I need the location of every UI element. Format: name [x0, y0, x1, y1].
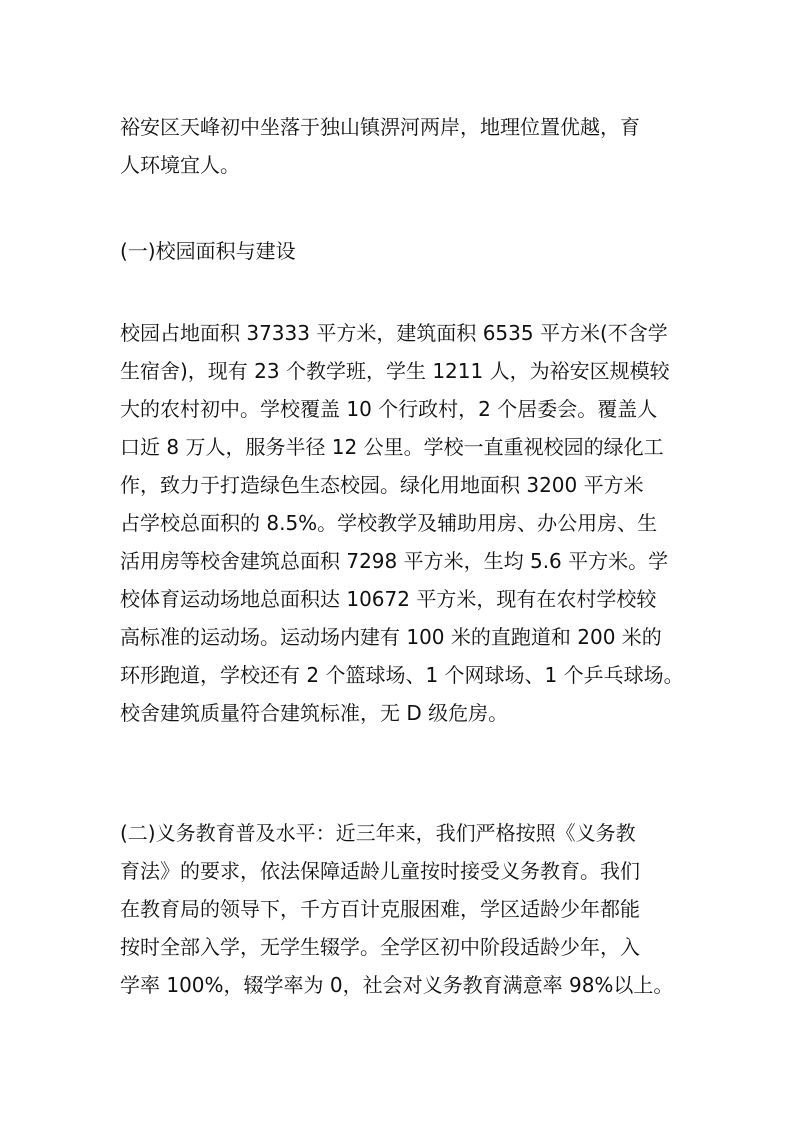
text-line: 作，致力于打造绿色生态校园。绿化用地面积 3200 平方米 — [120, 473, 644, 497]
education-paragraph — [120, 814, 700, 1004]
text-line: 裕安区天峰初中坐落于独山镇淠河两岸，地理位置优越，育 — [120, 115, 640, 139]
text-line: (一)校园面积与建设 — [120, 239, 296, 263]
text-line: 人环境宜人。 — [120, 153, 240, 177]
section-heading-campus — [120, 232, 700, 270]
text-line: 大的农村初中。学校覆盖 10 个行政村，2 个居委会。覆盖人 — [120, 397, 658, 421]
intro-paragraph — [120, 108, 700, 184]
text-line: 高标准的运动场。运动场内建有 100 米的直跑道和 200 米的 — [120, 625, 662, 649]
text-line: 学率 100%，辍学率为 0，社会对义务教育满意率 98%以上。 — [120, 973, 674, 997]
text-line: 占学校总面积的 8.5%。学校教学及辅助用房、办公用房、生 — [120, 511, 658, 535]
text-line: 按时全部入学，无学生辍学。全学区初中阶段适龄少年，入 — [120, 935, 640, 959]
text-line: 生宿舍)，现有 23 个教学班，学生 1211 人，为裕安区规模较 — [120, 359, 670, 383]
text-line: 在教育局的领导下，千方百计克服困难，学区适龄少年都能 — [120, 897, 640, 921]
text-line: 育法》的要求，依法保障适龄儿童按时接受义务教育。我们 — [120, 859, 640, 883]
campus-paragraph — [120, 314, 700, 732]
text-line: 环形跑道，学校还有 2 个篮球场、1 个网球场、1 个乒乓球场。 — [120, 663, 684, 687]
text-line: 活用房等校舍建筑总面积 7298 平方米，生均 5.6 平方米。学 — [120, 549, 669, 573]
text-line: 口近 8 万人，服务半径 12 公里。学校一直重视校园的绿化工 — [120, 435, 664, 459]
text-line: 校舍建筑质量符合建筑标准，无 D 级危房。 — [120, 701, 509, 725]
text-line: (二)义务教育普及水平：近三年来，我们严格按照《义务教 — [120, 821, 636, 845]
text-line: 校体育运动场地总面积达 10672 平方米，现有在农村学校较 — [120, 587, 657, 611]
text-line: 校园占地面积 37333 平方米，建筑面积 6535 平方米(不含学 — [120, 321, 668, 345]
